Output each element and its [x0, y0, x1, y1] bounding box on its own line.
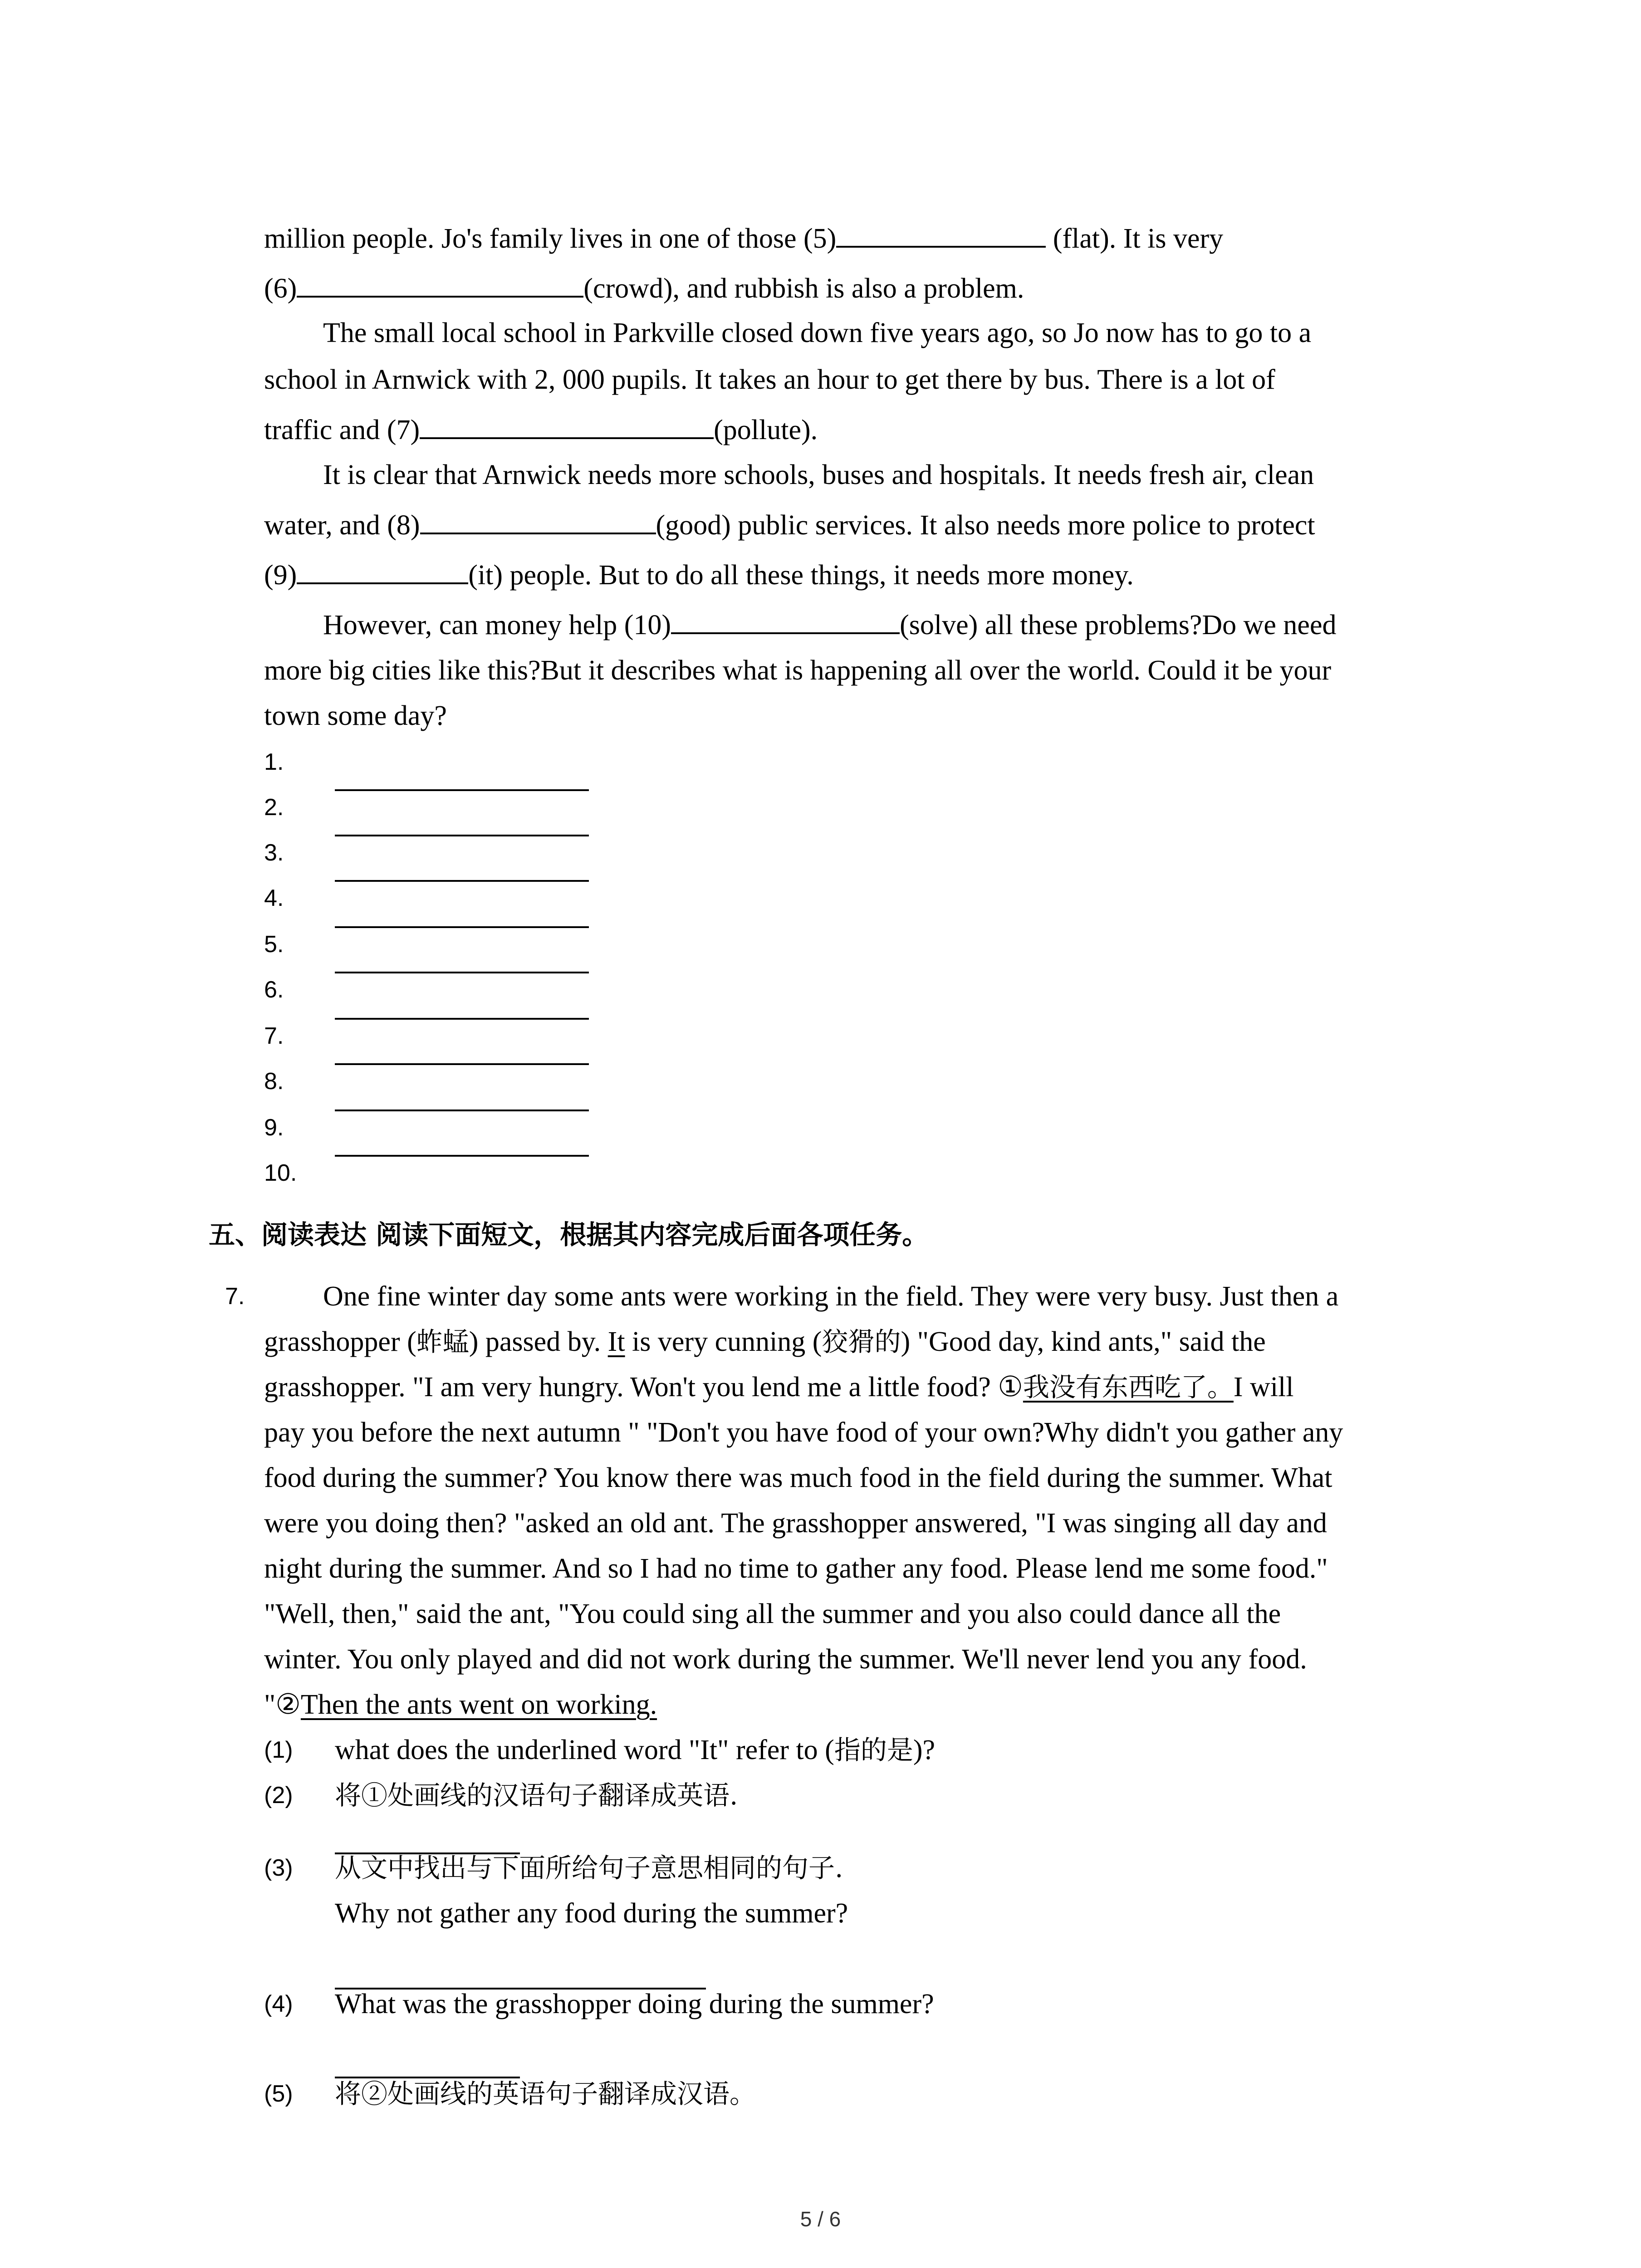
- subquestion-5-text: 将②处画线的英语句子翻译成汉语。: [335, 2078, 756, 2109]
- subquestion-1-text: what does the underlined word "It" refer to (指的是)?: [335, 1735, 935, 1765]
- passage-line-4: school in Arnwick with 2, 000 pupils. It takes an hour to get there by bus. There is a lot of: [264, 364, 1275, 395]
- story-line-3: grasshopper. "I am very hungry. Won't you lend me a little food? ①我没有东西吃了。I will: [264, 1372, 1294, 1403]
- underlined-english-sentence: Then the ants went on working.: [300, 1689, 657, 1720]
- passage-line-1: million people. Jo's family lives in one of those (5) (flat). It is very: [264, 220, 1223, 257]
- answer-line-8[interactable]: [335, 1110, 589, 1111]
- answer-number-7: 7.: [264, 1023, 284, 1049]
- subquestion-3-number: (3): [264, 1855, 293, 1881]
- answer-number-6: 6.: [264, 977, 284, 1003]
- section-heading: 五、阅读表达 阅读下面短文，根据其内容完成后面各项任务。: [209, 1219, 929, 1250]
- blank-5[interactable]: [836, 220, 1046, 248]
- subquestion-4-number: (4): [264, 1991, 293, 2017]
- passage-line-7: water, and (8) (good) public services. It also needs more police to protect: [264, 506, 1315, 543]
- passage-line-5: traffic and (7) (pollute).: [264, 411, 818, 448]
- answer-number-3: 3.: [264, 840, 284, 866]
- answer-line-1[interactable]: [335, 789, 589, 791]
- answer-line-6[interactable]: [335, 1018, 589, 1020]
- answer-number-9: 9.: [264, 1114, 284, 1141]
- answer-line-4[interactable]: [335, 926, 589, 928]
- subquestion-3-text: 从文中找出与下面所给句子意思相同的句子.: [335, 1853, 843, 1883]
- answer-number-5: 5.: [264, 931, 284, 958]
- story-line-6: were you doing then? "asked an old ant. The grasshopper answered, "I was singing all day and: [264, 1508, 1327, 1539]
- blank-10[interactable]: [671, 606, 900, 634]
- passage-line-11: town some day?: [264, 700, 447, 731]
- passage-line-6: It is clear that Arnwick needs more schools, buses and hospitals. It needs fresh air, clean: [323, 459, 1314, 490]
- story-line-8: "Well, then," said the ant, "You could sing all the summer and you also could dance all the: [264, 1598, 1281, 1629]
- passage-line-3: The small local school in Parkville closed down five years ago, so Jo now has to go to a: [323, 318, 1312, 348]
- passage-line-8: (9) (it) people. But to do all these things, it needs more money.: [264, 556, 1134, 593]
- subquestion-5-number: (5): [264, 2081, 293, 2107]
- story-line-9: winter. You only played and did not work during the summer. We'll never lend you any food.: [264, 1644, 1307, 1675]
- passage-line-10: more big cities like this?But it describes what is happening all over the world. Could it be your: [264, 655, 1332, 686]
- underlined-it: It: [607, 1326, 625, 1357]
- answer-number-10: 10.: [264, 1160, 297, 1186]
- answer-line-3[interactable]: [335, 880, 589, 882]
- subquestion-1-number: (1): [264, 1737, 293, 1763]
- answer-line-5[interactable]: [335, 972, 589, 973]
- answer-number-8: 8.: [264, 1068, 284, 1095]
- blank-7[interactable]: [420, 411, 714, 439]
- passage-line-9: However, can money help (10) (solve) all these problems?Do we need: [323, 606, 1336, 643]
- answer-line-7[interactable]: [335, 1063, 589, 1065]
- subquestion-4-text: What was the grasshopper doing during the summer?: [335, 1989, 934, 2019]
- subquestion-2-number: (2): [264, 1782, 293, 1809]
- blank-8[interactable]: [420, 506, 656, 534]
- answer-line-9[interactable]: [335, 1155, 589, 1157]
- blank-6[interactable]: [297, 269, 583, 298]
- story-line-2: grasshopper (蚱蜢) passed by. It is very cunning (狡猾的) "Good day, kind ants," said the: [264, 1326, 1266, 1357]
- passage-line-2: (6) (crowd), and rubbish is also a problem.: [264, 269, 1024, 307]
- answer-number-4: 4.: [264, 885, 284, 911]
- page-number: 5 / 6: [800, 2207, 841, 2231]
- story-line-5: food during the summer? You know there was much food in the field during the summer. What: [264, 1462, 1332, 1493]
- story-line-7: night during the summer. And so I had no time to gather any food. Please lend me some food.": [264, 1553, 1328, 1584]
- subquestion-3-sentence: Why not gather any food during the summer?: [335, 1898, 848, 1929]
- answer-number-2: 2.: [264, 794, 284, 821]
- story-line-1: One fine winter day some ants were working in the field. They were very busy. Just then a: [323, 1281, 1339, 1312]
- story-line-4: pay you before the next autumn " "Don't you have food of your own?Why didn't you gather any: [264, 1417, 1343, 1448]
- underlined-chinese-sentence: 我没有东西吃了。: [1023, 1372, 1234, 1403]
- subquestion-2-text: 将①处画线的汉语句子翻译成英语.: [335, 1780, 738, 1811]
- question-number: 7.: [225, 1283, 245, 1310]
- story-line-10: "②Then the ants went on working.: [264, 1689, 657, 1720]
- blank-9[interactable]: [297, 556, 468, 584]
- answer-line-2[interactable]: [335, 835, 589, 836]
- answer-number-1: 1.: [264, 749, 284, 775]
